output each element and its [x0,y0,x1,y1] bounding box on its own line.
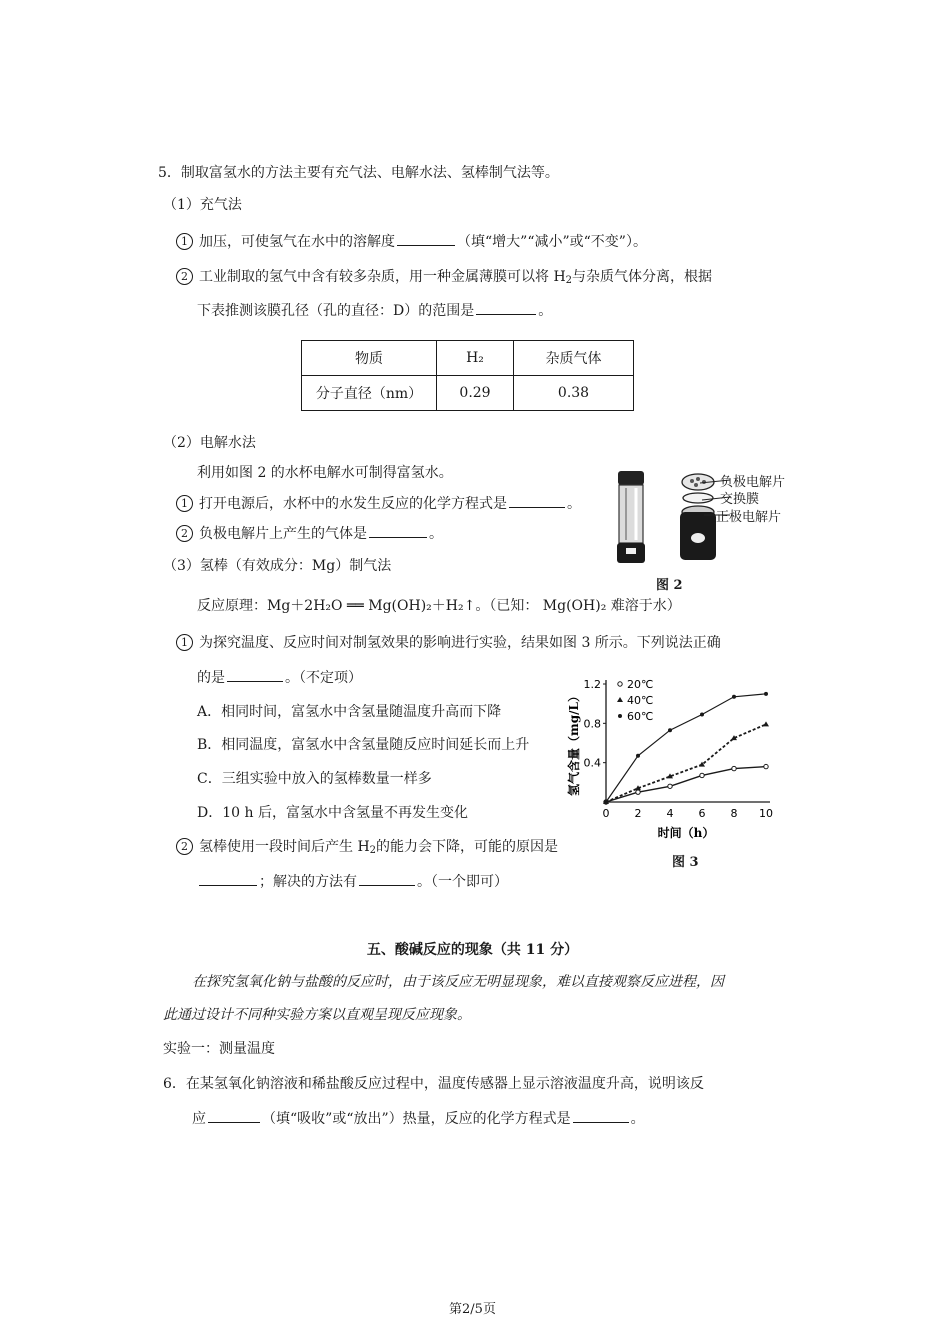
diameter-table [301,340,634,411]
y-tick-label: 1.2 [583,678,601,691]
text: 。 [538,303,553,319]
legend-marker [618,682,622,686]
water-cup-icon [617,471,645,563]
circle-number: 2 [176,268,193,285]
answer-blank[interactable] [369,523,427,538]
option-d: D．10 h 后，富氢水中含氢量不再发生变化 [197,805,468,821]
answer-blank[interactable] [199,871,257,886]
option-b: B．相同温度，富氢水中含氢量随反应时间延长而上升 [197,737,530,753]
circle-number: 1 [176,233,193,250]
circle-number: 1 [176,634,193,651]
legend-marker [618,714,622,718]
label-negative-plate: 负极电解片 [720,475,786,490]
subscript: 2 [369,845,377,856]
answer-blank[interactable] [208,1108,260,1123]
circle-number: 1 [176,495,193,512]
data-point [763,721,769,726]
q5-3-2-cont [197,871,508,892]
legend-label: 40℃ [627,694,654,707]
q5-3-1 [176,633,721,653]
text: 工业制取的氢气中含有较多杂质，用一种金属薄膜可以将 H [199,269,566,285]
q5-3-2 [176,837,558,861]
x-tick-label: 0 [602,807,610,820]
text: 加压，可使氢气在水中的溶解度 [199,234,395,250]
text: 下表推测该膜孔径（孔的直径：D）的范围是 [197,303,475,319]
text: 。（一个即可） [417,874,508,890]
text: ；解决的方法有 [259,874,357,890]
x-axis-label: 时间（h） [657,826,715,840]
text: （填“增大”“减小”或“不变”）。 [457,234,647,250]
data-point [732,695,736,699]
answer-blank[interactable] [397,231,455,246]
circle-number: 2 [176,525,193,542]
table-header: 物质 [302,341,437,376]
data-point [764,764,768,768]
table-row [302,341,634,376]
section-title: 五、酸碱反应的现象（共 11 分） [366,942,579,958]
text: 应 [192,1111,206,1127]
q5-1-2-cont [197,300,552,321]
page-number: 第2/5页 [449,1302,496,1317]
answer-blank[interactable] [509,493,565,508]
text: 为探究温度、反应时间对制氢效果的影响进行实验，结果如图 3 所示。下列说法正确 [199,635,721,651]
legend-label: 60℃ [627,710,654,723]
reaction-principle: 反应原理：Mg＋2H₂O ══ Mg(OH)₂＋H₂↑。（已知： Mg(OH)₂ 难溶于水） [197,598,681,614]
x-tick-label: 8 [730,807,738,820]
text: （填“吸收”或“放出”）热量，反应的化学方程式是 [262,1111,571,1127]
data-point [668,728,672,732]
hydrogen-content-chart [560,672,780,852]
text: 。 [429,526,443,542]
table-cell: 分子直径（nm） [302,376,437,411]
legend-label: 20℃ [627,678,654,691]
y-tick-label: 0.8 [583,717,601,731]
data-point [636,790,640,794]
q6-line2 [192,1108,645,1129]
legend-marker [617,697,623,702]
text: 负极电解片上产生的气体是 [199,526,367,542]
text: 。（不定项） [285,670,362,686]
answer-blank[interactable] [476,300,536,315]
subscript: 2 [565,275,573,286]
text: 。 [630,1111,645,1127]
x-tick-label: 4 [666,807,674,820]
x-tick-label: 10 [759,807,773,820]
circle-number: 2 [176,838,193,855]
experiment-1-title: 实验一：测量温度 [163,1041,275,1057]
table-row [302,376,634,411]
y-axis-label: 氢气含量（mg/L） [567,690,581,796]
answer-blank[interactable] [227,667,283,682]
part2-title: （2）电解水法 [163,435,256,451]
answer-blank[interactable] [359,871,415,886]
text: 。 [567,496,581,512]
label-exchange-membrane: 交换膜 [720,492,760,507]
table-cell: 0.29 [437,376,514,411]
series-line-40℃ [606,724,766,802]
fig2-caption: 图 2 [656,578,683,593]
label-positive-plate: 正极电解片 [716,510,782,525]
part2-intro: 利用如图 2 的水杯电解水可制得富氢水。 [197,465,453,481]
x-tick-label: 2 [634,807,642,820]
part3-title: （3）氢棒（有效成分：Mg）制气法 [163,558,392,574]
q5-1-2 [176,267,712,291]
text: 的是 [197,670,225,686]
text: 氢棒使用一段时间后产生 H [199,839,370,855]
data-point [700,712,704,716]
answer-blank[interactable] [573,1108,629,1123]
data-point [764,692,768,696]
section-intro-line1: 在探究氢氧化钠与盐酸的反应时，由于该反应无明显现象，难以直接观察反应进程，因 [192,974,724,990]
text: 的能力会下降，可能的原因是 [376,839,559,855]
q5-3-1-cont [197,667,362,688]
table-header: H₂ [437,341,514,376]
q5-1-1 [176,231,647,252]
y-tick-label: 0.4 [583,756,601,770]
text: 打开电源后，水杯中的水发生反应的化学方程式是 [199,496,507,512]
text: 与杂质气体分离，根据 [572,269,713,285]
section-intro-line2: 此通过设计不同种实验方案以直观呈现反应现象。 [163,1007,471,1023]
q5-2-2 [176,523,443,544]
x-tick-label: 6 [698,807,706,820]
data-point [732,766,736,770]
q6-line1: 6．在某氢氧化钠溶液和稀盐酸反应过程中，温度传感器上显示溶液温度升高，说明该反 [163,1076,704,1092]
fig3-caption: 图 3 [672,855,699,870]
data-point [604,800,608,804]
data-point [700,773,704,777]
option-c: C．三组实验中放入的氢棒数量一样多 [197,771,432,787]
q5-stem: 5．制取富氢水的方法主要有充气法、电解水法、氢棒制气法等。 [158,165,559,181]
table-cell: 0.38 [514,376,634,411]
data-point [636,754,640,758]
data-point [668,784,672,788]
table-header: 杂质气体 [514,341,634,376]
part1-title: （1）充气法 [163,197,242,213]
series-line-20℃ [606,767,766,802]
option-a: A．相同时间，富氢水中含氢量随温度升高而下降 [197,704,502,720]
q5-2-1 [176,493,581,514]
